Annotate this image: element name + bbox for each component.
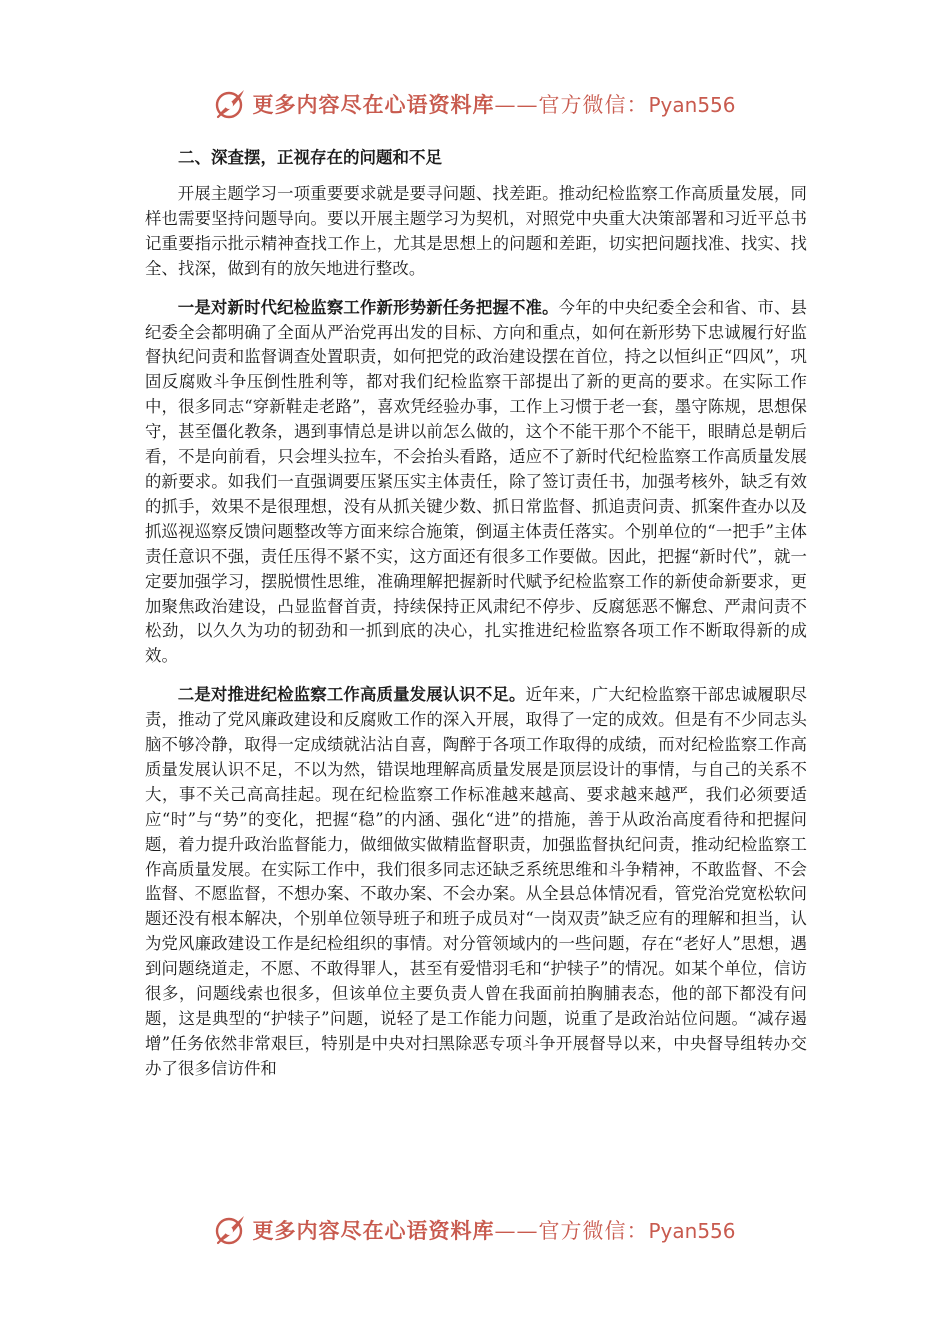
banner-separator: —— (494, 93, 539, 117)
banner-wechat-label: 官方微信： (538, 1219, 649, 1243)
point-two-paragraph (145, 683, 807, 1082)
banner-separator: —— (494, 1219, 539, 1243)
banner-text (252, 1215, 735, 1245)
quill-pen-logo-icon (214, 1213, 248, 1247)
banner-brand: 更多内容尽在心语资料库 (252, 92, 495, 117)
banner-brand: 更多内容尽在心语资料库 (252, 1218, 495, 1243)
banner-wechat-label: 官方微信： (538, 93, 649, 117)
section-heading: 二、深查摆，正视存在的问题和不足 (178, 148, 442, 167)
quill-pen-logo-icon (214, 87, 248, 121)
point-one-body: 今年的中央纪委全会和省、市、县纪委全会都明确了全面从严治党再出发的目标、方向和重点，如何在新形势下忠诚履行好监督执纪问责和监督调查处置职责，如何把党的政治建设摆在首位，持之以恒纠正“四风”，巩固反腐败斗争压倒性胜利等，都对我们纪检监察干部提出了新的更高的要求。在实际工作中，很多同志“穿新鞋走老路”，喜欢凭经验办事，工作上习惯于老一套，墨守陈规，思想保守，甚至僵化教条，遇到事情总是讲以前怎么做的，这个不能干那个不能干，眼睛总是朝后看，不是向前看，只会埋头拉车，不会抬头看路，适应不了新时代纪检监察工作高质量发展的新要求。如我们一直强调要压紧压实主体责任，除了签订责任书，加强考核外，缺乏有效的抓手，效果不是很理想，没有从抓关键少数、抓日常监督、抓追责问责、抓案件查办以及抓巡视巡察反馈问题整改等方面来综合施策，倒逼主体责任落实。个别单位的“一把手”主体责任意识不强，责任压得不紧不实，这方面还有很多工作要做。因此，把握“新时代”，就一定要加强学习，摆脱惯性思维，准确理解把握新时代赋予纪检监察工作的新使命新要求，更加聚焦政治建设，凸显监督首责，持续保持正风肃纪不停步、反腐惩恶不懈怠、严肃问责不松劲，以久久为功的韧劲和一抓到底的决心，扎实推进纪检监察各项工作不断取得新的成效。 (145, 297, 807, 666)
header-banner (0, 84, 950, 124)
intro-paragraph: 开展主题学习一项重要要求就是要寻问题、找差距。推动纪检监察工作高质量发展，同样也需要坚持问题导向。要以开展主题学习为契机，对照党中央重大决策部署和习近平总书记重要指示批示精神查找工作上，尤其是思想上的问题和差距，切实把问题找准、找实、找全、找深，做到有的放矢地进行整改。 (145, 184, 807, 278)
point-two-lead: 二是对推进纪检监察工作高质量发展认识不足。 (177, 685, 526, 705)
banner-text (252, 89, 735, 119)
point-two-body: 近年来，广大纪检监察干部忠诚履职尽责，推动了党风廉政建设和反腐败工作的深入开展，取得了一定的成效。但是有不少同志头脑不够冷静，取得一定成绩就沾沾自喜，陶醉于各项工作取得的成绩，而对纪检监察工作高质量发展认识不足，不以为然，错误地理解高质量发展是顶层设计的事情，与自己的关系不大，事不关己高高挂起。现在纪检监察工作标准越来越高、要求越来越严，我们必须要适应“时”与“势”的变化，把握“稳”的内涵、强化“进”的措施，善于从政治高度看待和把握问题，着力提升政治监督能力，做细做实做精监督职责，加强监督执纪问责，推动纪检监察工作高质量发展。在实际工作中，我们很多同志还缺乏系统思维和斗争精神，不敢监督、不会监督、不愿监督，不想办案、不敢办案、不会办案。从全县总体情况看，管党治党宽松软问题还没有根本解决，个别单位领导班子和班子成员对“一岗双责”缺乏应有的理解和担当，认为党风廉政建设工作是纪检组织的事情。对分管领域内的一些问题，存在“老好人”思想，遇到问题绕道走，不愿、不敢得罪人，甚至有爱惜羽毛和“护犊子”的情况。如某个单位，信访很多，问题线索也很多，但该单位主要负责人曾在我面前拍胸脯表态，他的部下都没有问题，这是典型的“护犊子”问题，说轻了是工作能力问题，说重了是政治站位问题。“减存遏增”任务依然非常艰巨，特别是中央对扫黑除恶专项斗争开展督导以来，中央督导组转办交办了很多信访件和 (145, 685, 807, 1078)
banner-wechat-id: Pyan556 (648, 1219, 736, 1243)
point-one-lead: 一是对新时代纪检监察工作新形势新任务把握不准。 (177, 297, 559, 317)
document-body (145, 146, 807, 1096)
banner-wechat-id: Pyan556 (648, 93, 736, 117)
footer-banner (0, 1210, 950, 1250)
point-one-paragraph (145, 296, 807, 670)
